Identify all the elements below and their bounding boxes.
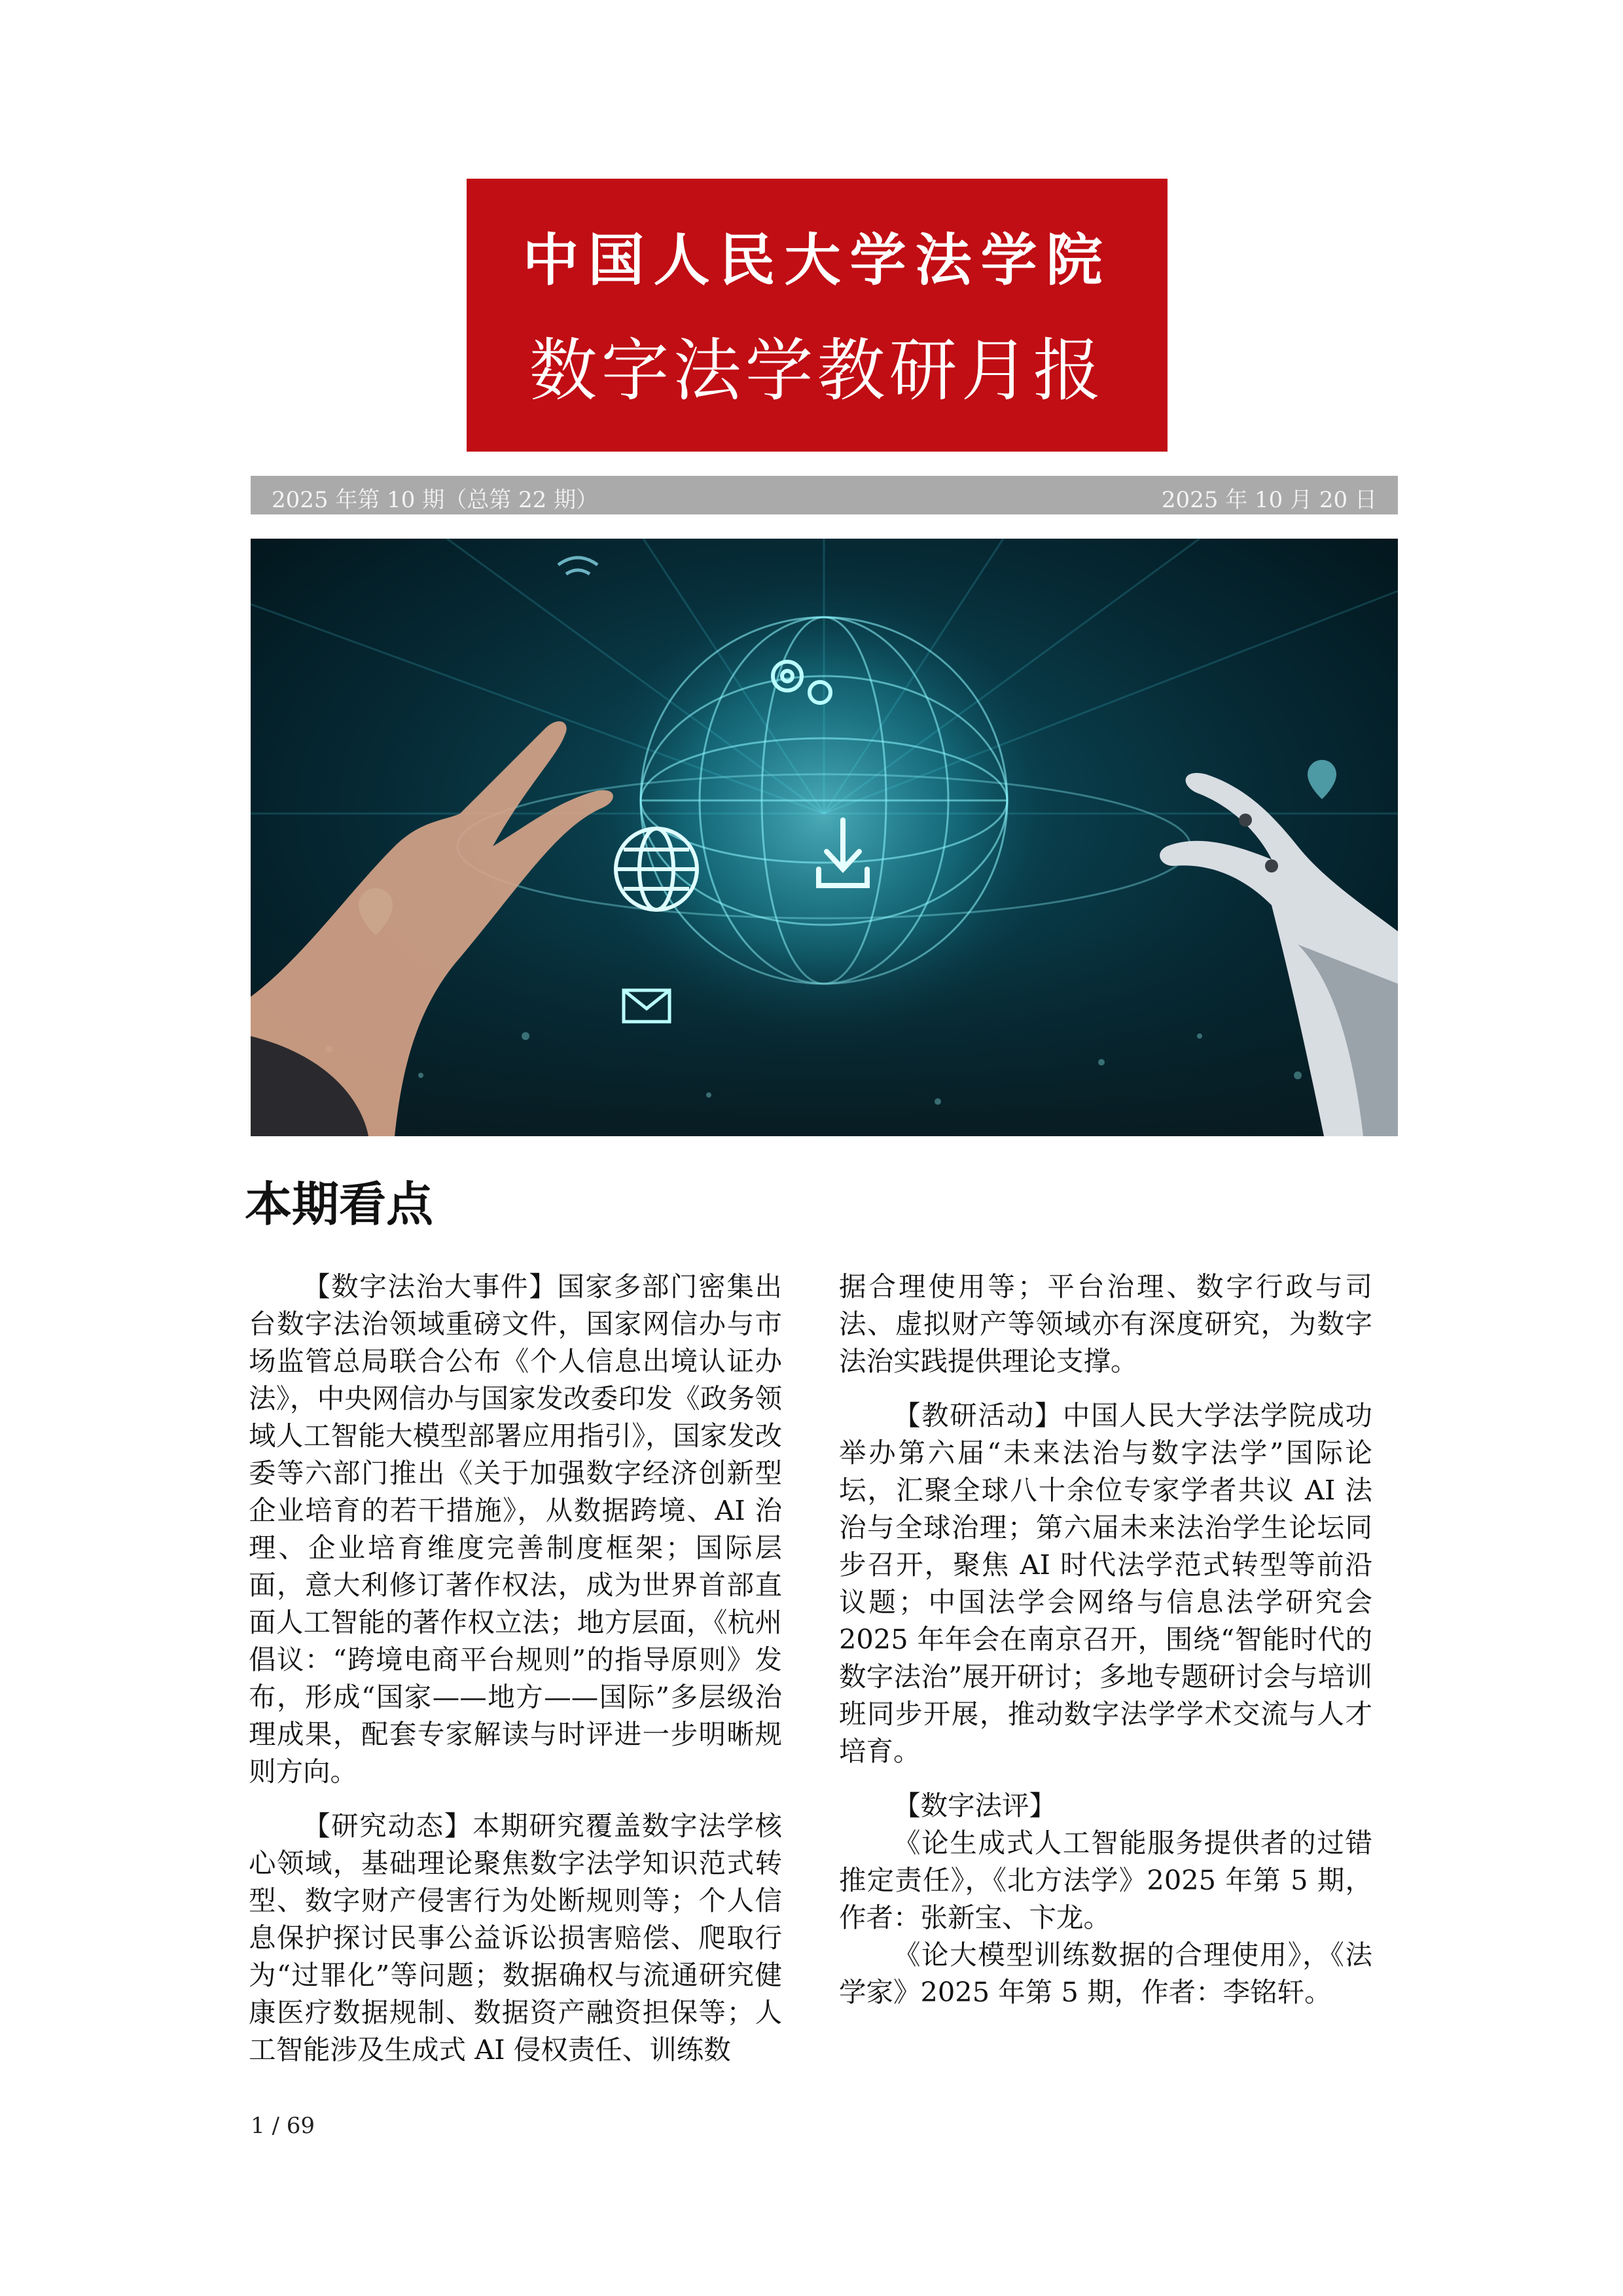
highlight-research-continued: 据合理使用等；平台治理、数字行政与司法、虚拟财产等领域亦有深度研究，为数字法治实践提供理论支撑。 [839, 1270, 1372, 1377]
review-item: 《论大模型训练数据的合理使用》，《法学家》2025 年第 5 期，作者：李铭轩。 [839, 1939, 1372, 2008]
review-item: 《论生成式人工智能服务提供者的过错推定责任》，《北方法学》2025 年第 5 期，作者：张新宝、卞龙。 [839, 1827, 1372, 1933]
highlight-research: 【研究动态】本期研究覆盖数字法学核心领域，基础理论聚焦数字法学知识范式转型、数字财产侵害行为处断规则等；个人信息保护探讨民事公益诉讼损害赔偿、爬取行为“过罪化”等问题；数据确权与流通研究健康医疗数据规制、数据资产融资担保等；人工智能涉及生成式 AI 侵权责任、训练数 [249, 1810, 782, 2066]
issue-date: 2025 年 10 月 20 日 [1161, 487, 1377, 513]
hero-image [251, 539, 1398, 1136]
review-heading: 【数字法评】 [893, 1789, 1057, 1821]
highlight-teaching-activities: 【教研活动】中国人民大学法学院成功举办第六届“未来法治与数字法学”国际论坛，汇聚全球八十余位专家学者共议 AI 法治与全球治理；第六届未来法治学生论坛同步召开，聚焦 AI 时代法学范式转型等前沿议题；中国法学会网络与信息法学研究会 2025 年年会在南京召开，围绕“智能时代的数字法治”展开研讨；多地专题研讨会与培训班同步开展，推动数字法学学术交流与人才培育。 [839, 1399, 1372, 1767]
wifi-icon [558, 558, 597, 574]
masthead-banner [467, 179, 1168, 452]
page-number: 1 / 69 [251, 2113, 315, 2139]
issue-bar [251, 476, 1398, 514]
section-title: 本期看点 [245, 1177, 434, 1232]
hero-illustration [251, 539, 1398, 1136]
highlight-legal-events: 【数字法治大事件】国家多部门密集出台数字法治领域重磅文件，国家网信办与市场监管总局联合公布《个人信息出境认证办法》，中央网信办与国家发改委印发《政务领域人工智能大模型部署应用指引》，国家发改委等六部门推出《关于加强数字经济创新型企业培育的若干措施》，从数据跨境、AI 治理、企业培育维度完善制度框架；国际层面，意大利修订著作权法，成为世界首部直面人工智能的著作权立法；地方层面，《杭州倡议：“跨境电商平台规则”的指导原则》发布，形成“国家——地方——国际”多层级治理成果，配套专家解读与时评进一步明晰规则方向。 [249, 1270, 782, 1787]
masthead-institution: 中国人民大学法学院 [522, 227, 1112, 293]
right-column [839, 1268, 1372, 2011]
masthead-publication-title: 数字法学教研月报 [529, 331, 1105, 410]
issue-number: 2025 年第 10 期（总第 22 期） [272, 487, 599, 513]
left-column [249, 1268, 782, 2085]
